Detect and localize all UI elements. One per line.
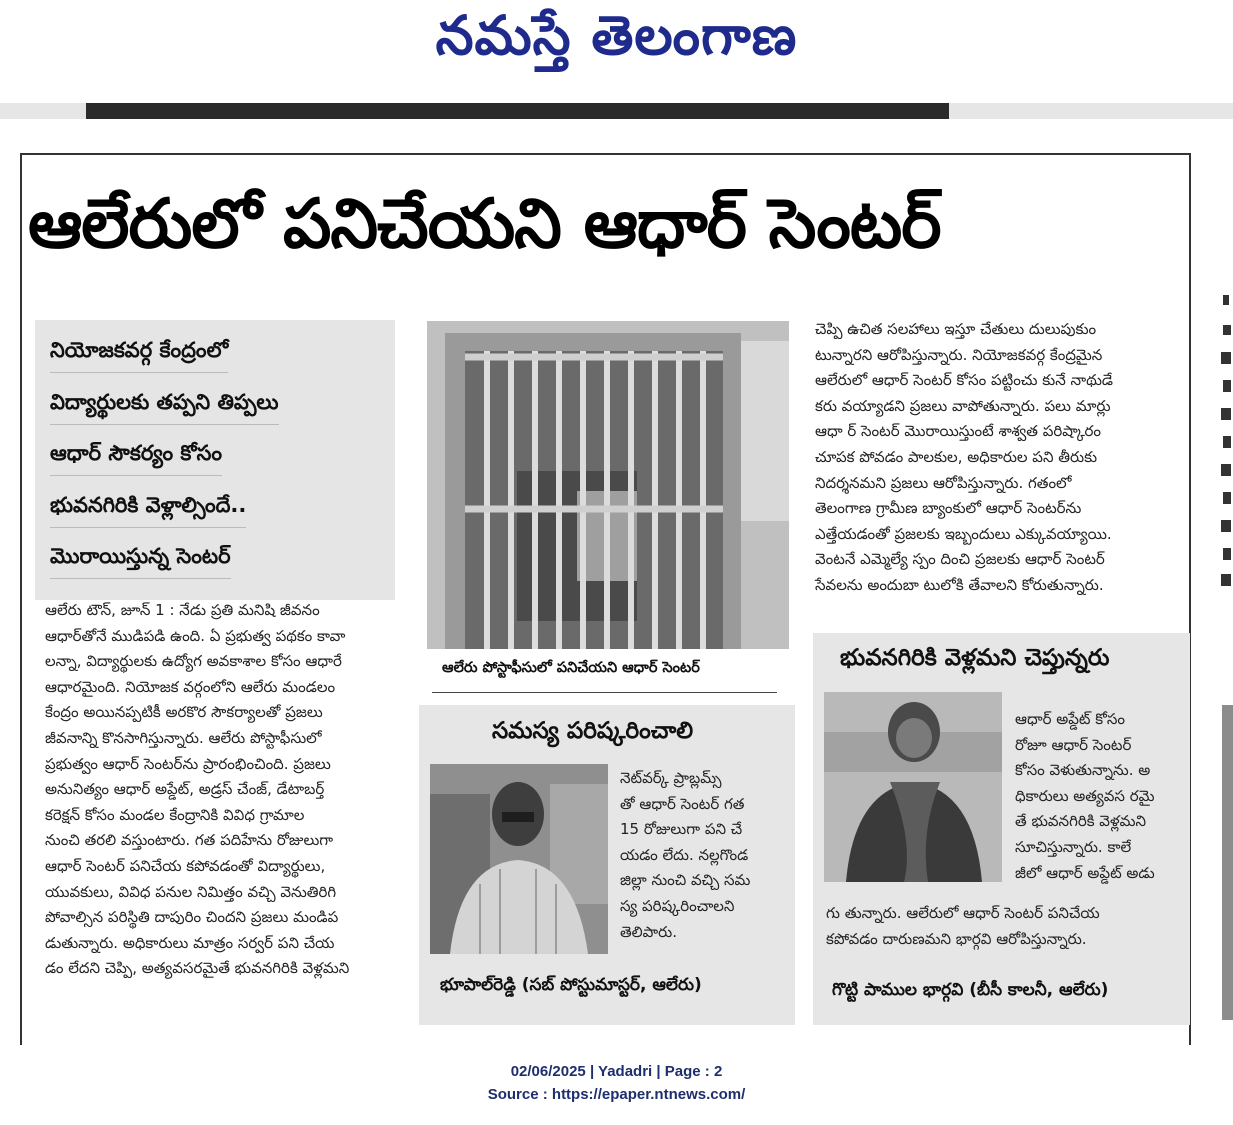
body-line: వెంటనే ఎమ్మెల్యే స్పం దించి ప్రజలకు ఆధార్ సెంటర్ bbox=[815, 550, 1105, 569]
body-line: ఆధా ర్ సెంటర్ మొరాయిస్తుంటే శాశ్వత పరిష్కారం bbox=[815, 422, 1102, 441]
body-line: ఆధారమైంది. నియోజక వర్గంలోని ఆలేరు మండలం bbox=[45, 677, 336, 696]
postmaster-photo bbox=[430, 764, 608, 954]
body-line: డం లేదని చెప్పి, అత్యవసరమైతే భువనగిరికి వెళ్లమని bbox=[45, 959, 350, 978]
subhead-line: భువనగిరికి వెళ్లాల్సిందే.. bbox=[50, 493, 246, 528]
student-photo bbox=[824, 692, 1002, 882]
body-line: కరెక్షన్ కోసం మండల కేంద్రానికి వివిధ గ్రామాల bbox=[45, 805, 305, 824]
body-line: చూపక పోవడం పాలకుల, అధికారుల పని తీరుకు bbox=[815, 447, 1098, 466]
right-body-column bbox=[815, 317, 1180, 599]
masthead bbox=[0, 0, 1233, 100]
body-line: చెప్పి ఉచిత సలహాలు ఇస్తూ చేతులు దులుపుకుం bbox=[815, 320, 1097, 338]
subhead-line: నియోజకవర్గ కేంద్రంలో bbox=[50, 338, 228, 373]
body-line: ఆధార్ సెంటర్ పనిచేయ కపోవడంతో విద్యార్థులు, bbox=[45, 856, 326, 875]
person-portrait-illustration bbox=[430, 764, 608, 954]
body-line: గు తున్నారు. ఆలేరులో ఆధార్ సెంటర్ పనిచేయ bbox=[826, 904, 1100, 922]
body-line: రోజూ ఆధార్ సెంటర్ bbox=[1015, 735, 1132, 754]
masthead-divider-bar bbox=[86, 103, 949, 119]
body-line: కపోవడం దారుణమని భార్గవి ఆరోపిస్తున్నారు. bbox=[826, 929, 1087, 948]
quote-panel-text-continued bbox=[826, 901, 1180, 952]
body-line: కరు వయ్యాడని ప్రజలు వాపోతున్నారు. పలు మార్లు bbox=[815, 396, 1111, 415]
body-line: పోవాల్సిన పరిస్థితి దాపురిం చిందని ప్రజలు మండిప bbox=[45, 908, 339, 927]
body-line: డుతున్నారు. అధికారులు మాత్రం సర్వర్ పని చేయ bbox=[45, 933, 335, 952]
footer-source: Source : https://epaper.ntnews.com/ bbox=[487, 1086, 746, 1103]
subhead-line: విద్యార్థులకు తప్పని తిప్పలు bbox=[50, 390, 279, 425]
body-line: ఆలేరు టౌన్, జూన్ 1 : నేడు ప్రతి మనిషి జీవనం bbox=[45, 601, 320, 619]
body-line: తెలిపారు. bbox=[620, 922, 677, 941]
body-line: లన్నా, విద్యార్థులకు ఉద్యోగ అవకాశాల కోసం ఆధారే bbox=[45, 652, 342, 671]
body-line: స్య పరిష్కరించాలని bbox=[620, 896, 735, 915]
body-line: సేవలను అందుబా టులోకి తేవాలని కోరుతున్నారు. bbox=[815, 575, 1104, 594]
quote-panel-title: భువనగిరికి వెళ్లమని చెప్తున్నరు bbox=[840, 645, 1110, 671]
masthead-logo-title: నమస్తే తెలంగాణ bbox=[435, 4, 798, 67]
article-headline: ఆలేరులో పనిచేయని ఆధార్ సెంటర్ bbox=[28, 185, 941, 264]
body-line: యువకులు, వివిధ పనుల నిమిత్తం వచ్చి వెనుతిరిగి bbox=[45, 882, 337, 901]
quote-panel-person-name: భూపాల్‌రెడ్డి (సబ్ పోస్టుమాస్టర్, ఆలేరు) bbox=[440, 975, 702, 995]
adjacent-photo-edge bbox=[1222, 705, 1233, 1020]
quote-panel-text bbox=[1015, 707, 1180, 886]
body-line: నుంచి తరలి వస్తుంటారు. గత పదిహేను రోజులుగా bbox=[45, 831, 334, 850]
body-line: కేంద్రం అయినప్పటికీ అరకొర సౌకర్యాలతో ప్రజలు bbox=[45, 703, 323, 722]
post-office-photo bbox=[427, 321, 789, 649]
body-line: టున్నారని ఆరోపిస్తున్నారు. నియోజకవర్గ కేంద్రమైన bbox=[815, 345, 1103, 364]
body-line: తెలంగాణ గ్రామీణ బ్యాంకులో ఆధార్ సెంటర్‌ను bbox=[815, 499, 1082, 518]
body-line: ఆధార్‌తోనే ముడిపడి ఉంది. ఏ ప్రభుత్వ పథకం కావా bbox=[45, 626, 346, 645]
subhead-line: ఆధార్ సౌకర్యం కోసం bbox=[50, 441, 222, 476]
quote-panel-text bbox=[620, 766, 786, 945]
body-line: తో ఆధార్ సెంటర్ గత bbox=[620, 794, 745, 813]
body-line: కోసం వెళుతున్నాను. అ bbox=[1015, 761, 1151, 780]
body-line: జీవనాన్ని కొనసాగిస్తున్నారు. ఆలేరు పోస్టాఫీసులో bbox=[45, 728, 322, 747]
body-line: జిల్లా నుంచి వచ్చి సమ bbox=[620, 871, 751, 890]
body-line: నిదర్శనమని ప్రజలు ఆరోపిస్తున్నారు. గతంలో bbox=[815, 473, 1072, 492]
body-line: జీలో ఆధార్ అప్డేట్ అడు bbox=[1015, 863, 1155, 882]
quote-panel-title: సమస్య పరిష్కరించాలి bbox=[492, 718, 694, 744]
body-line: యడం లేదు. నల్లగొండ bbox=[620, 845, 749, 864]
footer-date-edition: 02/06/2025 | Yadadri | Page : 2 bbox=[510, 1063, 723, 1080]
body-line: ధికారులు అత్యవస రమై bbox=[1015, 786, 1155, 805]
adjacent-article-edge bbox=[1215, 290, 1233, 590]
body-line: ప్రభుత్వం ఆధార్ సెంటర్‌ను ప్రారంభించింది. ప్రజలు bbox=[45, 754, 331, 773]
left-body-column bbox=[45, 598, 397, 982]
subhead-line: మొరాయిస్తున్న సెంటర్ bbox=[50, 544, 231, 579]
caption-rule bbox=[432, 692, 777, 693]
window-grille-illustration bbox=[427, 321, 789, 649]
person-portrait-illustration bbox=[824, 692, 1002, 882]
body-line: ఆలేరులో ఆధార్ సెంటర్ కోసం పట్టించు కునే నాథుడే bbox=[815, 371, 1113, 390]
body-line: అనునిత్యం ఆధార్ అప్డేట్, అడ్రస్ చేంజ్, డేటాబర్త్ bbox=[45, 780, 325, 799]
body-line: సూచిస్తున్నారు. కాలే bbox=[1015, 837, 1132, 856]
body-line: ఎత్తేయడంతో ప్రజలకు ఇబ్బందులు ఎక్కువయ్యాయి. bbox=[815, 524, 1112, 543]
photo-caption: ఆలేరు పోస్టాఫీసులో పనిచేయని ఆధార్ సెంటర్ bbox=[442, 660, 700, 676]
body-line: నెట్‌వర్క్ ప్రాబ్లమ్స్ bbox=[620, 769, 722, 787]
body-line: ఆధార్ అప్డేట్ కోసం bbox=[1015, 710, 1125, 728]
body-line: 15 రోజులుగా పని చే bbox=[620, 820, 743, 839]
body-line: తే భువనగిరికి వెళ్లమని bbox=[1015, 812, 1147, 831]
quote-panel-person-name: గొట్టి పాముల భార్గవి (బీసీ కాలనీ, ఆలేరు) bbox=[832, 980, 1109, 1000]
